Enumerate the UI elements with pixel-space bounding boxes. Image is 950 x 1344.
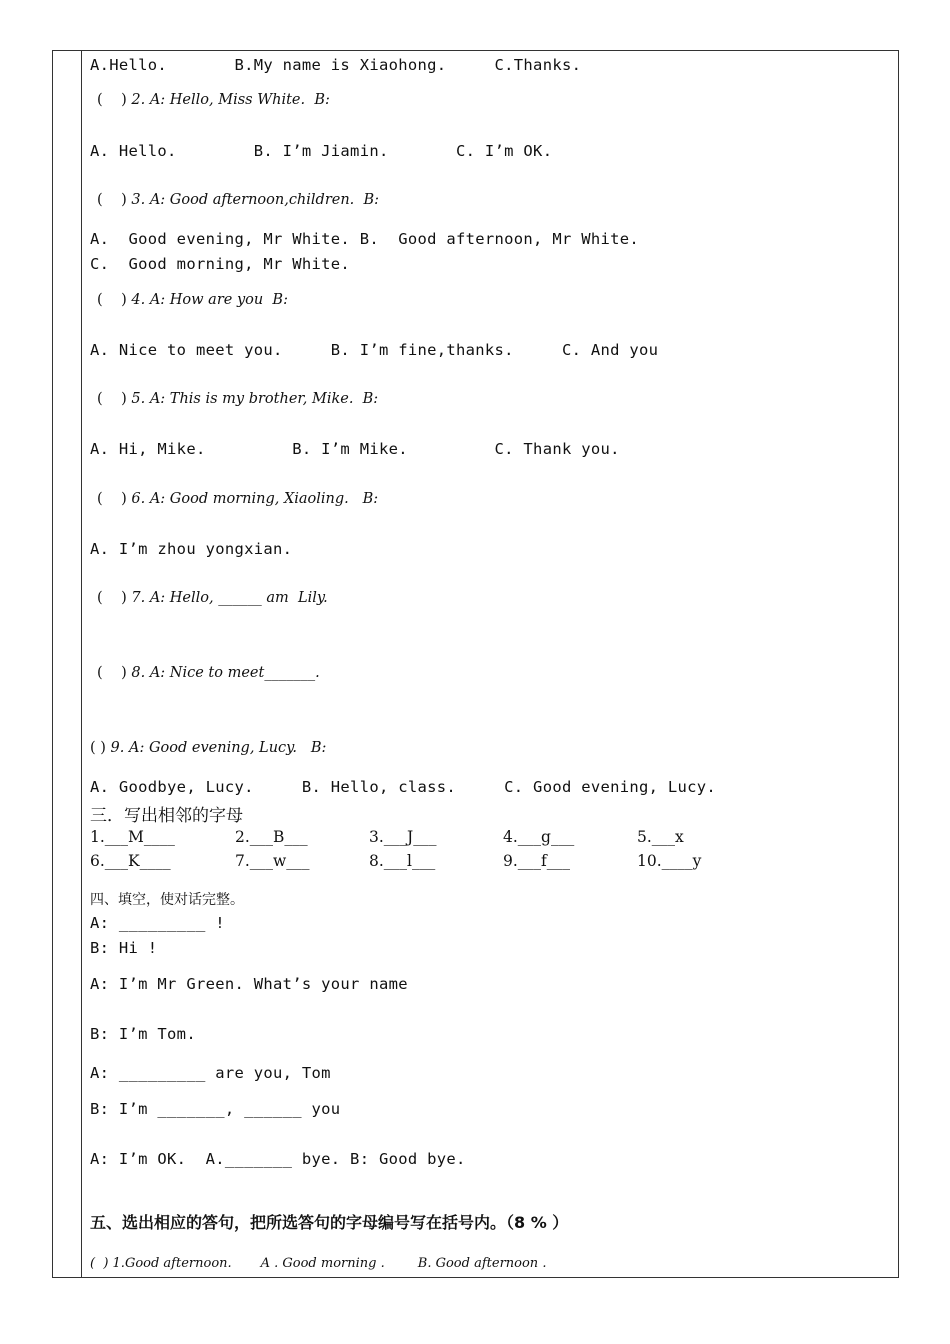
q4-options: A. Nice to meet you. B. I’m fine,thanks. C. And you xyxy=(90,341,659,359)
answer-paren[interactable]: ( ) xyxy=(97,665,127,681)
q3-options-line1: A. Good evening, Mr White. B. Good afternoon, Mr White. xyxy=(90,230,640,248)
letter-item: 9.___f___ xyxy=(503,852,571,870)
answer-paren[interactable]: ( ) xyxy=(97,491,127,507)
answer-paren[interactable]: ( ) xyxy=(97,590,127,606)
dialog-line: A: I’m Mr Green. What’s your name xyxy=(90,975,408,993)
section4-heading: 四、填空，使对话完整。 xyxy=(90,892,244,908)
letter-item: 6.___K____ xyxy=(90,852,171,870)
q7-prompt: ( ) 7. A: Hello, ______ am Lily. xyxy=(97,590,328,606)
dialog-line: B: Hi ! xyxy=(90,939,158,957)
letter-item: 3.___J___ xyxy=(369,828,437,846)
letter-item: 4.___g___ xyxy=(503,828,575,846)
answer-paren[interactable]: ( ) xyxy=(97,92,127,108)
answer-paren[interactable]: ( ) xyxy=(97,192,127,208)
q1-options: A.Hello. B.My name is Xiaohong. C.Thanks. xyxy=(90,56,582,74)
dialog-line: A: I’m OK. A._______ bye. B: Good bye. xyxy=(90,1150,466,1168)
letter-item: 1.___M____ xyxy=(90,828,175,846)
section3-heading: 三．写出相邻的字母 xyxy=(90,806,243,826)
q5-options: A. Hi, Mike. B. I’m Mike. C. Thank you. xyxy=(90,440,620,458)
dialog-line: B: I’m _______, ______ you xyxy=(90,1100,341,1118)
q9-prompt: ( ) 9. A: Good evening, Lucy. B: xyxy=(90,740,327,756)
q6-options: A. I’m zhou yongxian. xyxy=(90,540,293,558)
q2-prompt: ( ) 2. A: Hello, Miss White. B: xyxy=(97,92,330,108)
dialog-line: A: _________ ! xyxy=(90,914,225,932)
letter-item: 2.___B___ xyxy=(235,828,308,846)
section5-q1: ( ) 1.Good afternoon. A . Good morning . B. Good afternoon . xyxy=(90,1256,547,1271)
q8-prompt: ( ) 8. A: Nice to meet_______. xyxy=(97,665,320,681)
letter-item: 7.___w___ xyxy=(235,852,310,870)
letter-item: 10.____y xyxy=(637,852,702,870)
q3-options-line2: C. Good morning, Mr White. xyxy=(90,255,351,273)
letter-item: 8.___l___ xyxy=(369,852,436,870)
answer-paren[interactable]: ( ) xyxy=(97,292,127,308)
q6-prompt: ( ) 6. A: Good morning, Xiaoling. B: xyxy=(97,491,379,507)
answer-paren[interactable]: ( ) xyxy=(90,740,106,756)
q2-options: A. Hello. B. I’m Jiamin. C. I’m OK. xyxy=(90,142,553,160)
letter-item: 5.___x xyxy=(637,828,684,846)
section5-heading: 五、选出相应的答句，把所选答句的字母编号写在括号内。（8 % ） xyxy=(90,1213,569,1232)
table-column-divider xyxy=(81,50,82,1278)
dialog-line: B: I’m Tom. xyxy=(90,1025,196,1043)
q9-options: A. Goodbye, Lucy. B. Hello, class. C. Good evening, Lucy. xyxy=(90,778,717,796)
q4-prompt: ( ) 4. A: How are you B: xyxy=(97,292,288,308)
dialog-line: A: _________ are you, Tom xyxy=(90,1064,331,1082)
q3-prompt: ( ) 3. A: Good afternoon,children. B: xyxy=(97,192,380,208)
answer-paren[interactable]: ( ) xyxy=(97,391,127,407)
q5-prompt: ( ) 5. A: This is my brother, Mike. B: xyxy=(97,391,379,407)
